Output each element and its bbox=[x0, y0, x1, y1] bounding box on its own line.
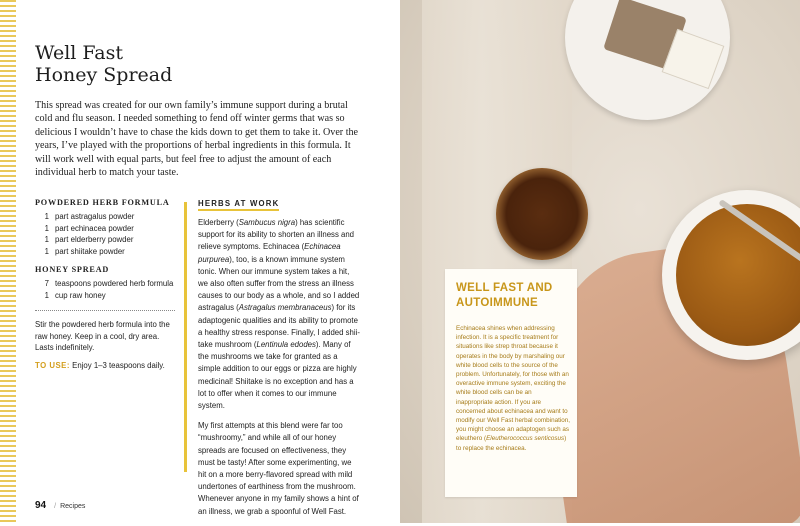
ingredient-name: cup raw honey bbox=[55, 290, 106, 300]
left-page bbox=[0, 0, 400, 523]
latin-name: Sambucus nigra bbox=[238, 218, 296, 227]
ingredient-name: teaspoons powdered herb formula bbox=[55, 279, 174, 288]
ingredient-name: part elderberry powder bbox=[55, 235, 134, 244]
ingredient-item bbox=[35, 278, 175, 290]
recipe-intro: This spread was created for our own family’s immune support during a brutal cold and flu season. I needed something to fend off winter germs that was so delicious I wouldn’t have to chase the kids down to get them to take it. Over the years, I’ve played with the proportions of herbal ingredients in this formula. It will work well with equal parts, but feel free to adjust the amount of each individual herb to match your taste. bbox=[35, 100, 359, 179]
herbs-at-work-column bbox=[185, 198, 360, 526]
section-name: Recipes bbox=[60, 503, 86, 510]
text-run: Elderberry ( bbox=[198, 218, 239, 227]
ingredient-qty: 1 bbox=[44, 212, 49, 221]
text-run: ) for its adaptogenic qualities and its ability to promote a healthy stress response. Finally, I added shiitake mushroom ( bbox=[198, 303, 360, 350]
ingredient-item bbox=[35, 234, 175, 246]
page-number: 94 bbox=[35, 500, 47, 511]
title-line-1: Well Fast bbox=[35, 42, 124, 64]
text-run: ), too, is a known immune system tonic. When our immune system takes a hit, we also often suffer from the stress an illness causes to our body as a whole, and so I added astragalus ( bbox=[198, 254, 360, 313]
honey-spread-heading: HONEY SPREAD bbox=[35, 265, 110, 274]
sidebar-body bbox=[456, 324, 570, 453]
divider bbox=[35, 310, 175, 311]
text-run: Echinacea shines when addressing infection. It is a specific treatment for situations like strep throat because it operates in the body by marshaling our white blood cells to the source of the problem. Unfortunately, for those with an overactive immune system, exciting the white blood cells can be an inappropriate action. If you are concerned about echinacea and want to modify our Well Fast herbal combination, you might choose an adaptogen such as eleuthero ( bbox=[456, 325, 570, 443]
latin-name: Eleutherococcus senticosus bbox=[486, 435, 565, 443]
ingredient-name: part shiitake powder bbox=[55, 246, 125, 256]
recipe-title bbox=[35, 42, 172, 86]
ingredient-qty: 1 bbox=[44, 223, 49, 233]
ingredient-qty: 1 bbox=[44, 235, 49, 244]
accent-bar bbox=[184, 202, 187, 472]
page-footer bbox=[35, 500, 85, 511]
sidebar-heading-line-1: WELL FAST AND bbox=[456, 282, 553, 294]
latin-name: Lentinula edodes bbox=[256, 340, 316, 350]
herbs-at-work-heading: HERBS AT WORK bbox=[198, 199, 279, 211]
honey-jar bbox=[496, 168, 588, 260]
ingredient-qty: 1 bbox=[44, 246, 49, 256]
text-run: ) to replace the echinacea. bbox=[456, 435, 567, 452]
to-use-text: Enjoy 1–3 teaspoons daily. bbox=[72, 360, 165, 370]
sidebar-heading bbox=[456, 281, 553, 311]
to-use bbox=[35, 361, 175, 370]
ingredients-column bbox=[35, 198, 175, 370]
ingredient-item bbox=[35, 290, 175, 302]
decorative-stripe bbox=[0, 0, 16, 523]
ingredient-qty: 1 bbox=[44, 290, 49, 300]
herbs-paragraph-1 bbox=[198, 217, 360, 412]
directions: Stir the powdered herb formula into the raw honey. Keep in a cool, dry area. Lasts indefinitely. bbox=[35, 320, 170, 352]
ingredient-item bbox=[35, 246, 175, 258]
ingredient-name: part echinacea powder bbox=[55, 223, 134, 233]
latin-name: Echinacea purpurea bbox=[198, 242, 341, 264]
ingredient-qty: 7 bbox=[44, 279, 49, 288]
herbs-paragraph-2: My first attempts at this blend were far too “mushroomy,” and while all of our honey spreads are focused on effectiveness, they must be tasty! After some experimenting, we hit on a more berry-flavored spread with mild undertones of earthiness from the mushroom. Whenever anyone in my family shows a hint of an illness, we grab a spoonful of Well Fast. bbox=[198, 421, 359, 516]
latin-name: Astragalus membranaceus bbox=[238, 303, 332, 313]
to-use-label: TO USE: bbox=[35, 360, 70, 370]
ingredient-item bbox=[35, 223, 175, 235]
ingredient-item bbox=[35, 211, 175, 223]
text-run: ) has scientific support for its ability to shorten an illness and relieve symptoms. Echinacea ( bbox=[198, 218, 355, 252]
ingredient-name: part astragalus powder bbox=[55, 212, 135, 221]
powdered-formula-heading: POWDERED HERB FORMULA bbox=[35, 198, 170, 207]
text-run: ). Many of the mushrooms we take for granted as a simple addition to our eggs or pizza are highly medicinal! Shiitake is no exception and has a lot to offer when it comes to our immune system. bbox=[198, 340, 357, 411]
sidebar-heading-line-2: AUTOIMMUNE bbox=[456, 297, 539, 309]
sidebar-box bbox=[445, 269, 577, 497]
title-line-2: Honey Spread bbox=[35, 64, 173, 86]
footer-separator: / bbox=[54, 503, 57, 510]
